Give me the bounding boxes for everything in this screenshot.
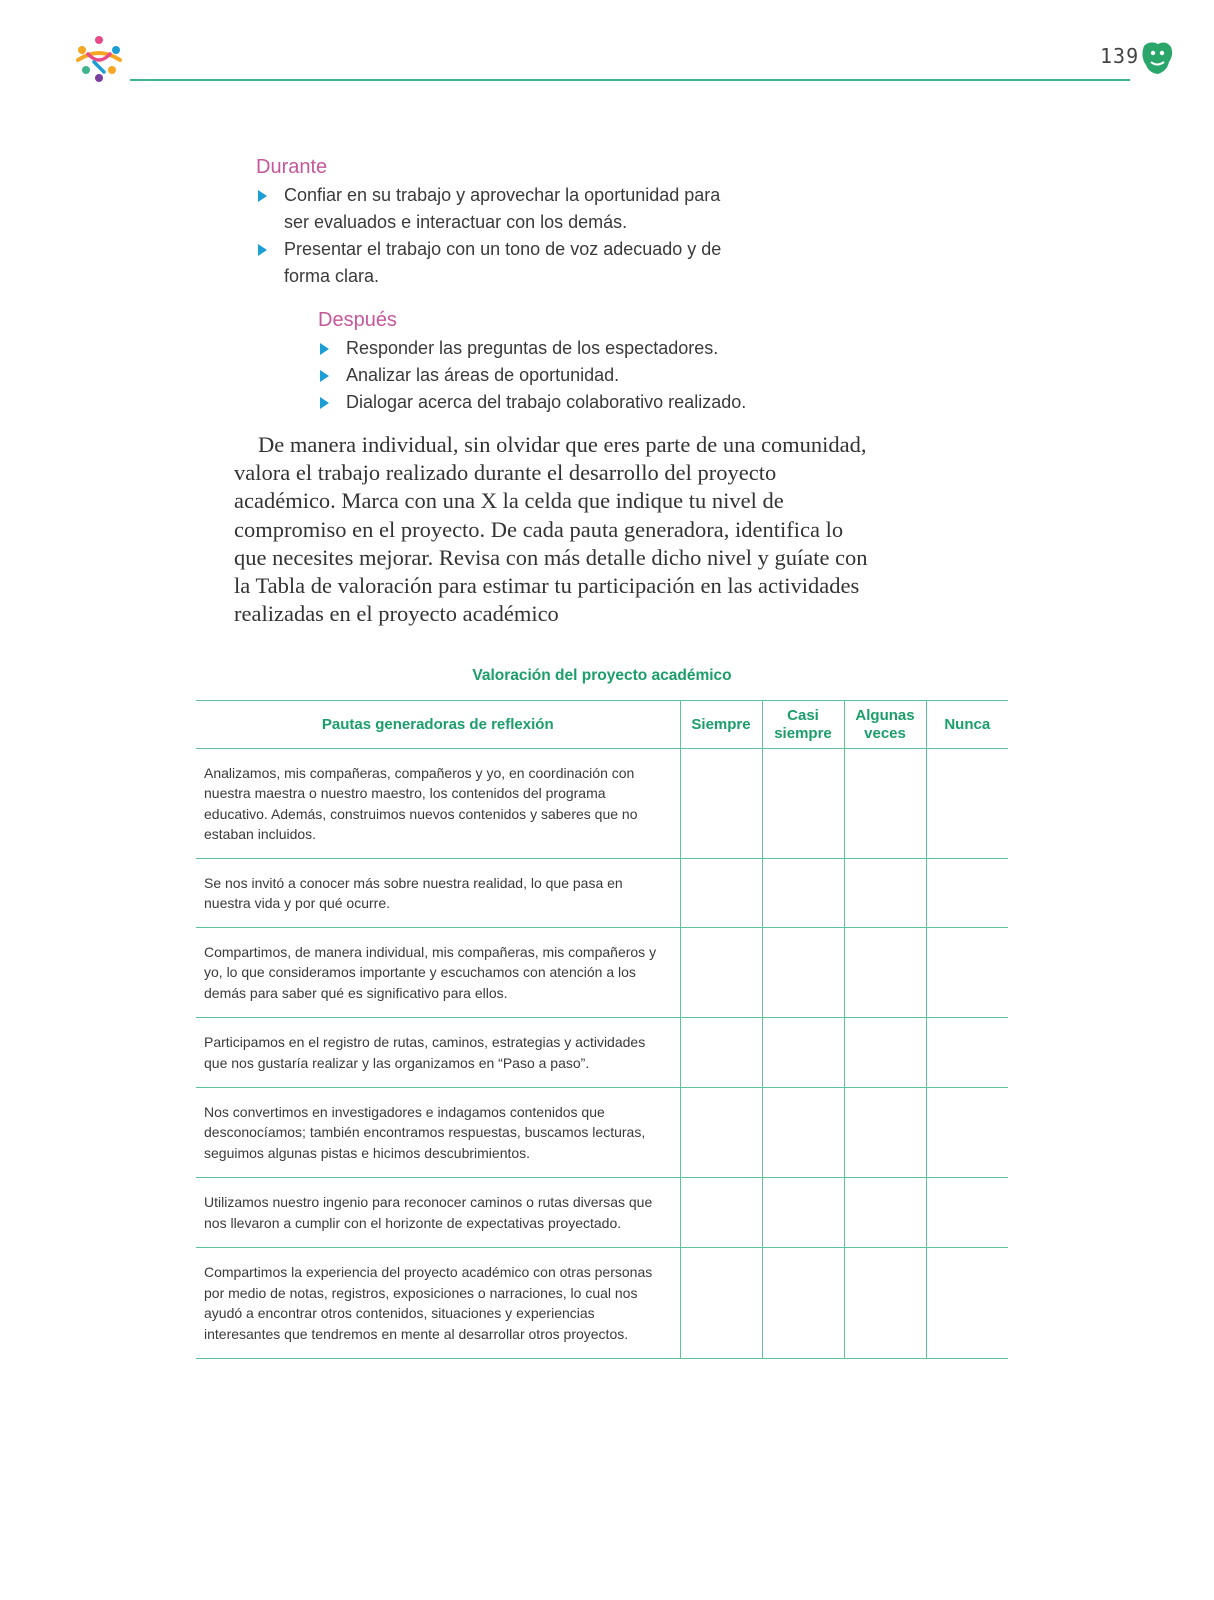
list-item: Presentar el trabajo con un tono de voz adecuado y de forma clara.: [256, 236, 726, 290]
durante-list: [256, 182, 726, 290]
checkbox-algunas-veces[interactable]: [844, 1178, 926, 1248]
bullet-triangle-icon: [258, 244, 267, 256]
checkbox-siempre[interactable]: [680, 1248, 762, 1359]
durante-title: Durante: [256, 156, 328, 178]
checkbox-casi-siempre[interactable]: [762, 1178, 844, 1248]
checkbox-siempre[interactable]: [680, 749, 762, 859]
checkbox-siempre[interactable]: [680, 859, 762, 928]
page-number: 139: [1100, 44, 1140, 68]
table-row: [196, 859, 1008, 928]
pauta-cell: Nos convertimos en investigadores e indagamos contenidos que desconocíamos; también encontramos respuestas, buscamos lecturas, seguimos algunas pistas e hicimos descubrimientos.: [196, 1088, 680, 1178]
header-pauta: Pautas generadoras de reflexión: [196, 701, 680, 749]
checkbox-casi-siempre[interactable]: [762, 859, 844, 928]
list-item: Analizar las áreas de oportunidad.: [318, 362, 778, 389]
checkbox-nunca[interactable]: [926, 1178, 1008, 1248]
list-item: Dialogar acerca del trabajo colaborativo realizado.: [318, 389, 778, 416]
pauta-cell: Compartimos la experiencia del proyecto académico con otras personas por medio de notas, registros, exposiciones o narraciones, lo cual nos ayudó a encontrar otros contenidos, situaciones y experiencias interesantes que tendremos en mente al desarrollar otros proyectos.: [196, 1248, 680, 1359]
list-item: Confiar en su trabajo y aprovechar la oportunidad para ser evaluados e interactuar con los demás.: [256, 182, 726, 236]
green-emblem-icon: [1140, 40, 1174, 76]
checkbox-casi-siempre[interactable]: [762, 1248, 844, 1359]
checkbox-casi-siempre[interactable]: [762, 749, 844, 859]
table-row: [196, 1018, 1008, 1088]
checkbox-nunca[interactable]: [926, 1018, 1008, 1088]
header-siempre: Siempre: [680, 701, 762, 749]
checkbox-siempre[interactable]: [680, 1178, 762, 1248]
checkbox-siempre[interactable]: [680, 1088, 762, 1178]
table-row: [196, 1178, 1008, 1248]
checkbox-nunca[interactable]: [926, 749, 1008, 859]
bullet-triangle-icon: [320, 343, 329, 355]
bullet-triangle-icon: [258, 190, 267, 202]
list-item: Responder las preguntas de los espectadores.: [318, 335, 778, 362]
checkbox-algunas-veces[interactable]: [844, 928, 926, 1018]
checkbox-algunas-veces[interactable]: [844, 1088, 926, 1178]
checkbox-nunca[interactable]: [926, 1088, 1008, 1178]
checkbox-casi-siempre[interactable]: [762, 928, 844, 1018]
bullet-triangle-icon: [320, 397, 329, 409]
checkbox-siempre[interactable]: [680, 928, 762, 1018]
checkbox-casi-siempre[interactable]: [762, 1088, 844, 1178]
instruction-paragraph: De manera individual, sin olvidar que eres parte de una comunidad, valora el trabajo realizado durante el desarrollo del proyecto académico. Marca con una X la celda que indique tu nivel de compromiso en el proyecto. De cada pauta generadora, identifica lo que necesites mejorar. Revisa con más detalle dicho nivel y guíate con la Tabla de valoración para estimar tu participación en las actividades realizadas en el proyecto académico: [234, 432, 868, 627]
header-algunas-veces: Algunas veces: [844, 701, 926, 749]
checkbox-casi-siempre[interactable]: [762, 1018, 844, 1088]
checkbox-algunas-veces[interactable]: [844, 1018, 926, 1088]
checkbox-algunas-veces[interactable]: [844, 859, 926, 928]
despues-list: [318, 335, 778, 416]
header-nunca: Nunca: [926, 701, 1008, 749]
table-title: Valoración del proyecto académico: [472, 667, 732, 684]
pauta-cell: Utilizamos nuestro ingenio para reconocer caminos o rutas diversas que nos llevaron a cumplir con el horizonte de expectativas proyectado.: [196, 1178, 680, 1248]
pauta-cell: Compartimos, de manera individual, mis compañeras, mis compañeros y yo, lo que consideramos importante y escuchamos con atención a los demás para saber qué es significativo para ellos.: [196, 928, 680, 1018]
header-divider: [130, 79, 1130, 81]
header-casi-siempre: Casi siempre: [762, 701, 844, 749]
checkbox-nunca[interactable]: [926, 859, 1008, 928]
checkbox-siempre[interactable]: [680, 1018, 762, 1088]
checkbox-algunas-veces[interactable]: [844, 749, 926, 859]
table-row: [196, 928, 1008, 1018]
despues-title: Después: [318, 309, 397, 331]
table-row: [196, 1088, 1008, 1178]
table-row: [196, 1248, 1008, 1359]
checkbox-nunca[interactable]: [926, 1248, 1008, 1359]
evaluation-table: [196, 700, 1008, 1359]
pauta-cell: Se nos invitó a conocer más sobre nuestra realidad, lo que pasa en nuestra vida y por qué ocurre.: [196, 859, 680, 928]
table-row: [196, 749, 1008, 859]
table-header-row: [196, 701, 1008, 749]
checkbox-algunas-veces[interactable]: [844, 1248, 926, 1359]
checkbox-nunca[interactable]: [926, 928, 1008, 1018]
people-circle-logo-icon: [72, 32, 126, 84]
bullet-triangle-icon: [320, 370, 329, 382]
pauta-cell: Analizamos, mis compañeras, compañeros y yo, en coordinación con nuestra maestra o nuestro maestro, los contenidos del programa educativo. Además, construimos nuevos contenidos y saberes que no estaban incluidos.: [196, 749, 680, 859]
pauta-cell: Participamos en el registro de rutas, caminos, estrategias y actividades que nos gustaría realizar y las organizamos en “Paso a paso”.: [196, 1018, 680, 1088]
